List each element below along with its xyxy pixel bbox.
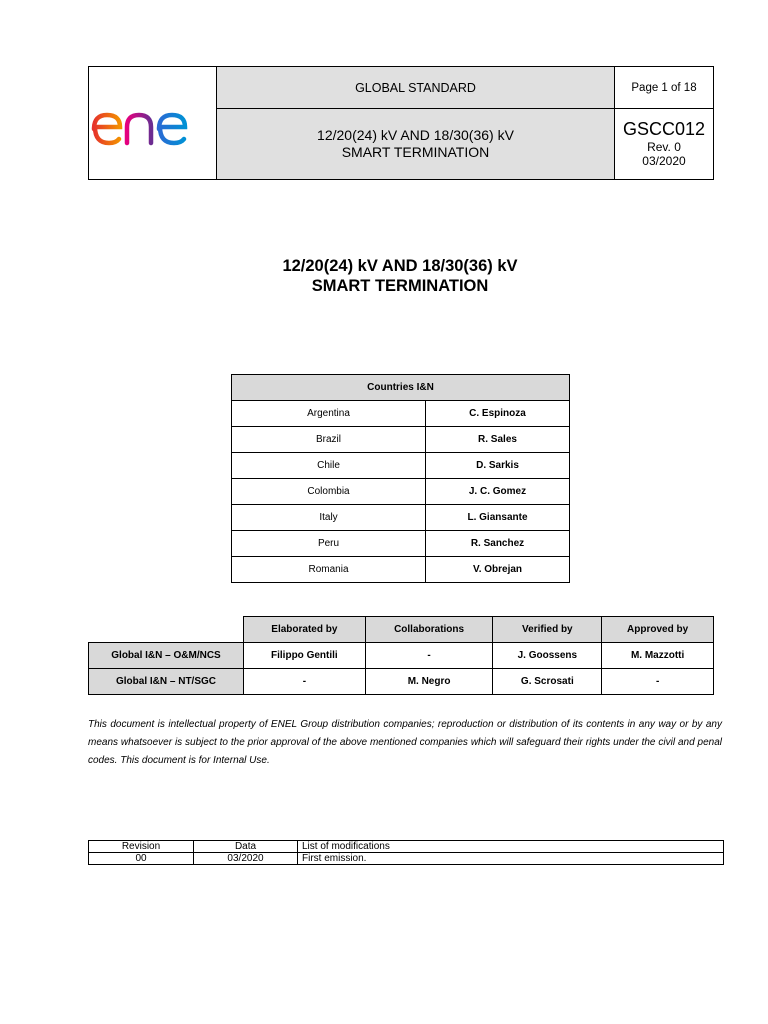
approval-row (89, 643, 714, 669)
approval-column-header: Approved by (602, 617, 714, 643)
page-title-line2: SMART TERMINATION (311, 277, 489, 295)
revisions-table (88, 840, 724, 865)
country-row (232, 453, 570, 479)
country-row (232, 401, 570, 427)
country-row (232, 557, 570, 583)
document-code: GSCC012 (622, 119, 706, 139)
revisions-body (89, 853, 724, 865)
country-name: Colombia (232, 479, 426, 505)
approval-row-label: Global I&N – NT/SGC (89, 669, 244, 695)
approval-column-header: Verified by (493, 617, 602, 643)
approval-column-header: Elaborated by (244, 617, 366, 643)
revision-column-header: Revision (89, 841, 194, 853)
approval-cell: - (365, 643, 493, 669)
approval-body (89, 643, 714, 695)
revision-cell: 03/2020 (194, 853, 298, 865)
approval-column-header: Collaborations (365, 617, 493, 643)
country-contact: V. Obrejan (426, 557, 570, 583)
page-number: Page 1 of 18 (615, 67, 713, 109)
country-row (232, 531, 570, 557)
disclaimer-text: This document is intellectual property of ENEL Group distribution companies; reproduction or distribution of its contents in any way or by any means whatsoever is subject to the prior approval of the above mentioned companies which will safeguard their rights under the civil and penal codes. This document is for Internal Use. (88, 719, 722, 766)
countries-body (232, 401, 570, 583)
country-name: Argentina (232, 401, 426, 427)
country-name: Brazil (232, 427, 426, 453)
revision-cell: First emission. (298, 853, 724, 865)
approval-cell: M. Mazzotti (602, 643, 714, 669)
revision-cell: 00 (89, 853, 194, 865)
logo-cell (89, 67, 217, 179)
country-contact: C. Espinoza (426, 401, 570, 427)
revision-column-header: Data (194, 841, 298, 853)
country-name: Romania (232, 557, 426, 583)
countries-table (231, 374, 570, 583)
page-title (0, 256, 768, 296)
document-code-cell (615, 109, 713, 179)
header-title-line1: 12/20(24) kV AND 18/30(36) kV (317, 127, 514, 143)
countries-header: Countries I&N (232, 375, 570, 401)
approval-table (88, 616, 714, 695)
header-title-line2: SMART TERMINATION (341, 144, 490, 160)
approval-cell: Filippo Gentili (244, 643, 366, 669)
page-title-line1: 12/20(24) kV AND 18/30(36) kV (282, 257, 518, 275)
country-contact: L. Giansante (426, 505, 570, 531)
document-date: 03/2020 (642, 154, 686, 168)
approval-cell: M. Negro (365, 669, 493, 695)
country-contact: R. Sales (426, 427, 570, 453)
revision-label: Rev. 0 (647, 140, 681, 154)
country-row (232, 505, 570, 531)
enel-logo (89, 67, 217, 179)
approval-cell: - (602, 669, 714, 695)
approval-cell: - (244, 669, 366, 695)
header-title (217, 109, 615, 179)
revision-column-header: List of modifications (298, 841, 724, 853)
country-row (232, 427, 570, 453)
country-contact: R. Sanchez (426, 531, 570, 557)
revisions-header-row (89, 841, 724, 853)
country-name: Peru (232, 531, 426, 557)
approval-header-row (89, 617, 714, 643)
country-contact: D. Sarkis (426, 453, 570, 479)
country-name: Italy (232, 505, 426, 531)
country-contact: J. C. Gomez (426, 479, 570, 505)
revision-row (89, 853, 724, 865)
approval-row-label: Global I&N – O&M/NCS (89, 643, 244, 669)
country-name: Chile (232, 453, 426, 479)
approval-row (89, 669, 714, 695)
approval-cell: G. Scrosati (493, 669, 602, 695)
approval-cell: J. Goossens (493, 643, 602, 669)
approval-blank-cell (89, 617, 244, 643)
country-row (232, 479, 570, 505)
document-header (88, 66, 714, 180)
standard-label: GLOBAL STANDARD (217, 67, 615, 109)
